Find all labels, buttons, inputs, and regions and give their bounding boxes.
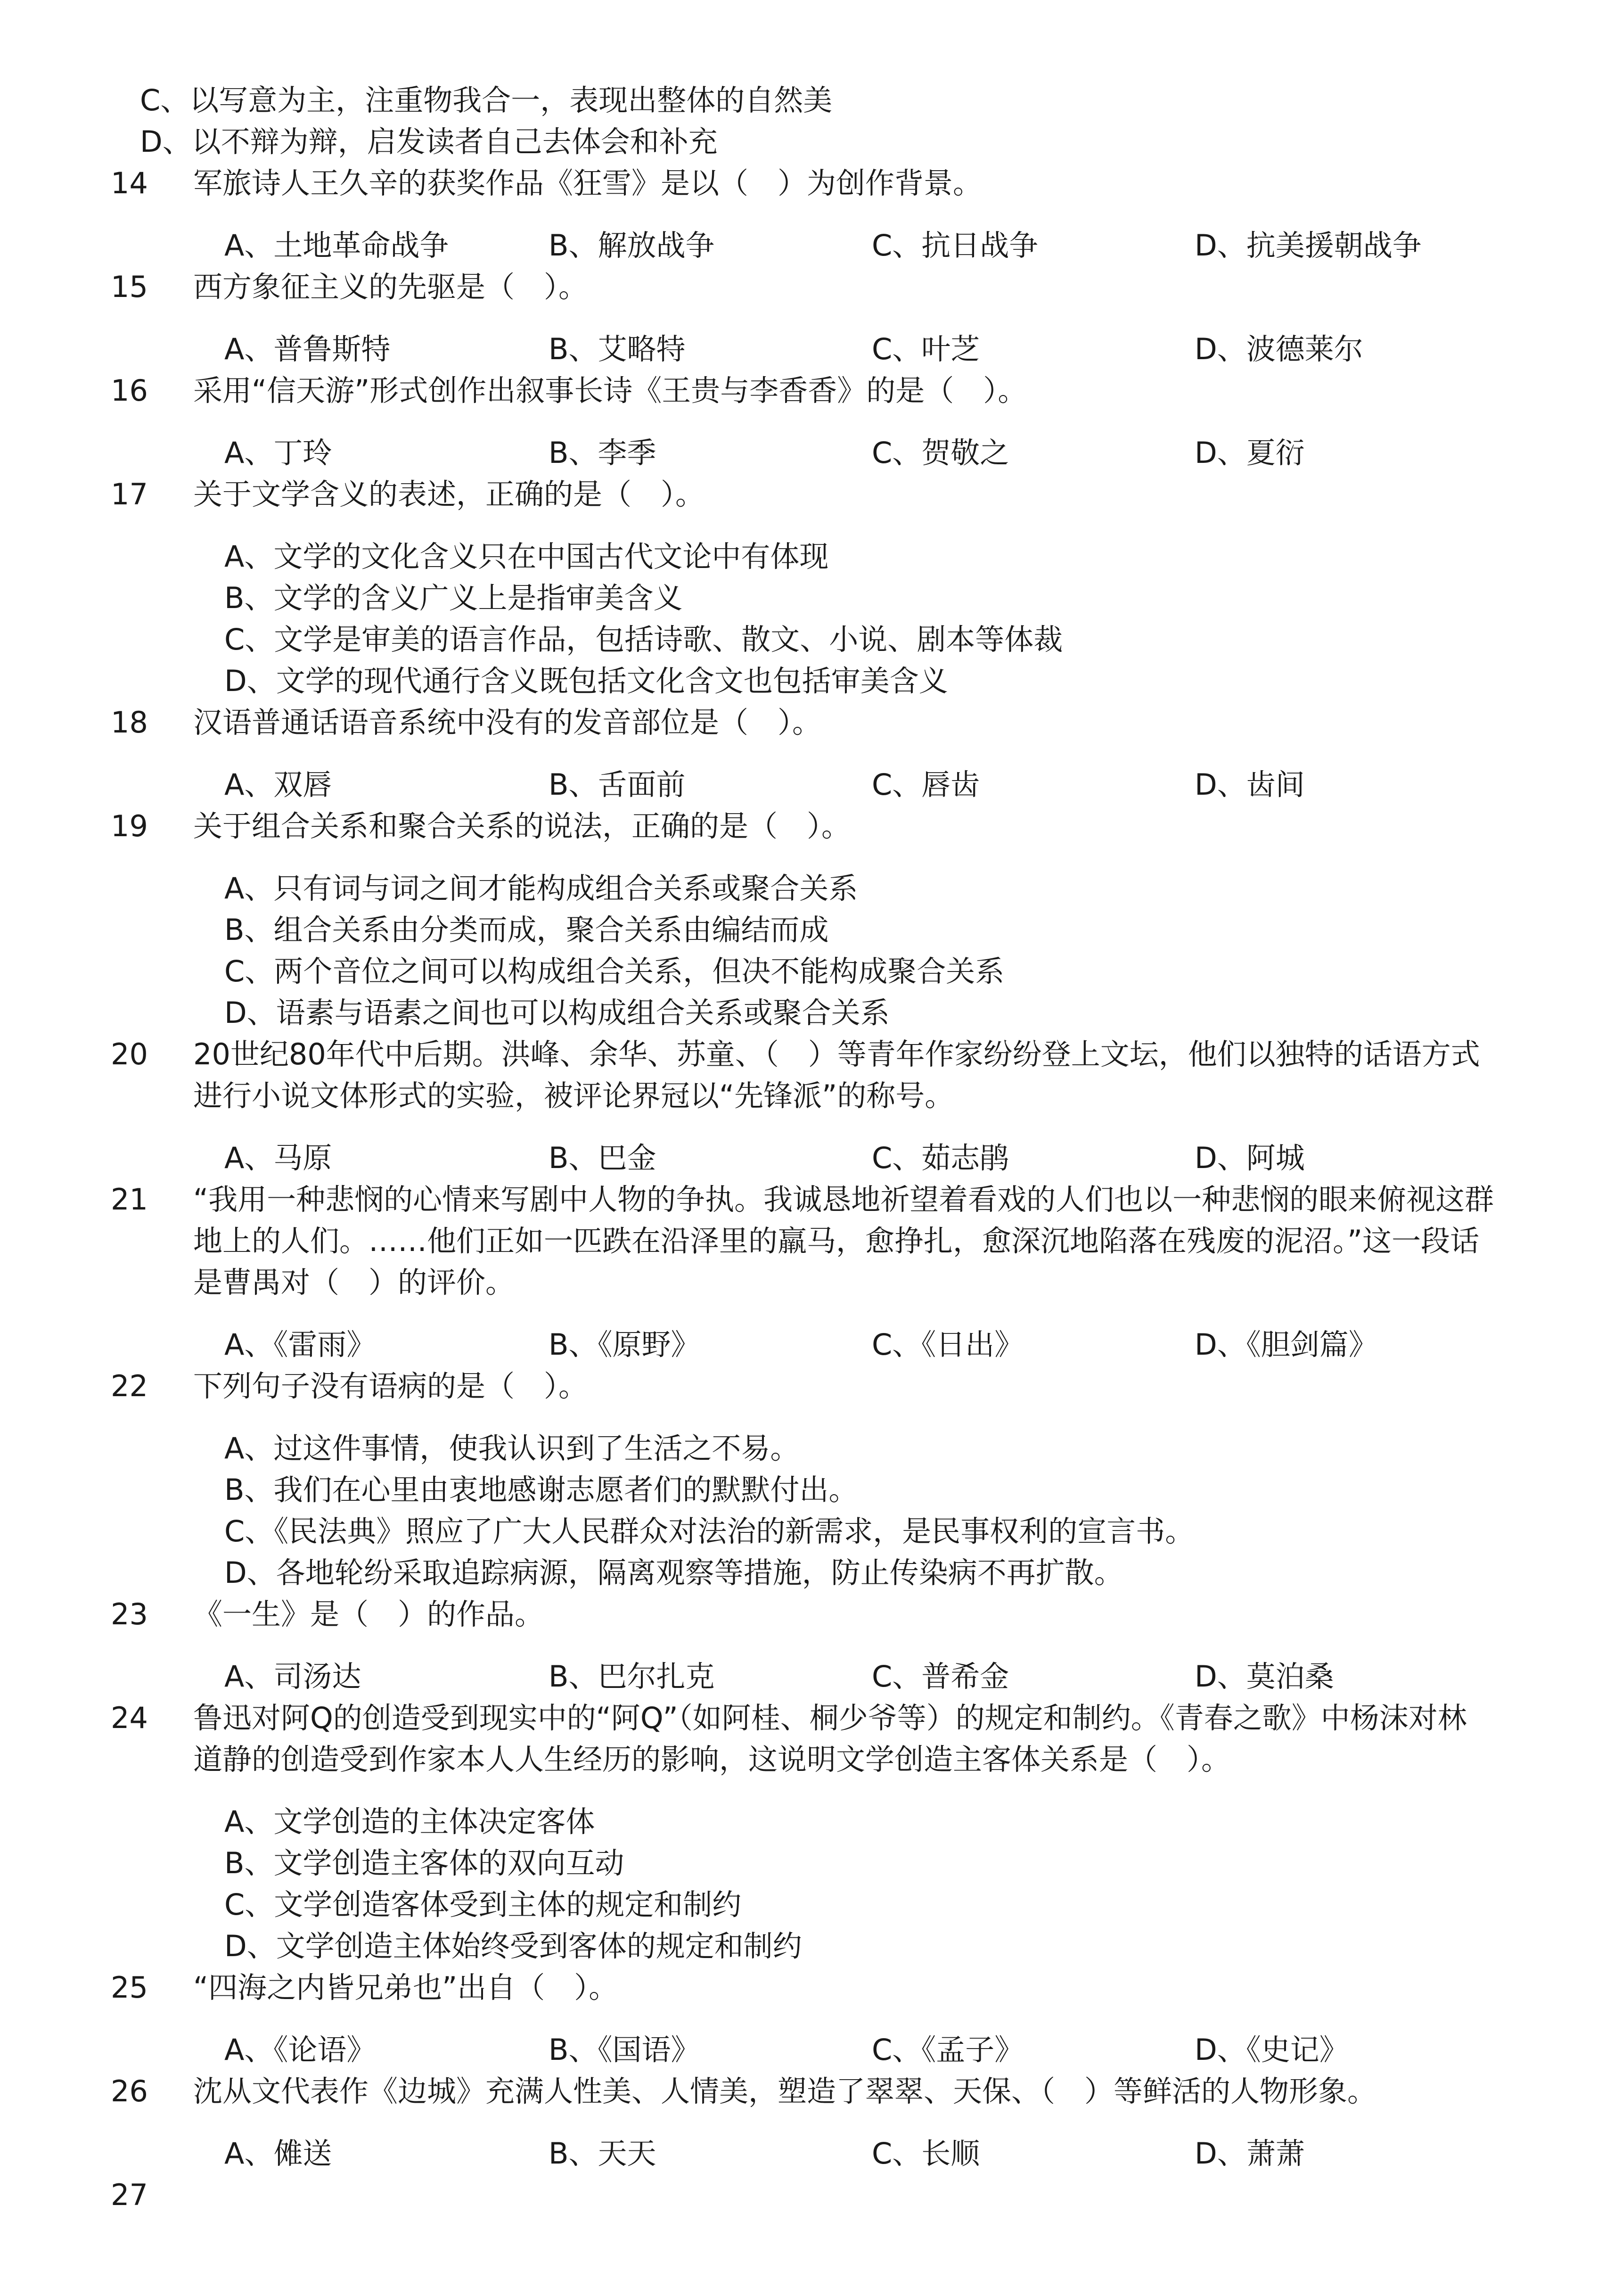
question-block: [0, 806, 1622, 1034]
answer-option: C、《民法典》照应了广大人民群众对法治的新需求，是民事权利的宣言书。: [224, 1514, 1195, 1548]
answer-option: B、我们在心里由衷地感谢志愿者们的默默付出。: [224, 1473, 858, 1507]
question-stem-line: [0, 1739, 1622, 1780]
options-list: [0, 536, 1622, 702]
question-stem-line: [0, 266, 1622, 308]
options-row: [0, 432, 1622, 474]
answer-option: C、《孟子》: [872, 2033, 1024, 2067]
answer-option: D、文学创造主体始终受到客体的规定和制约: [224, 1929, 802, 1963]
answer-option: B、组合关系由分类而成，聚合关系由编结而成: [224, 913, 829, 947]
answer-option: A、丁玲: [224, 436, 332, 470]
answer-option: A、《论语》: [224, 2033, 376, 2067]
question-number: 14: [111, 166, 148, 200]
answer-option: C、茹志鹃: [872, 1141, 1009, 1175]
question-text: 关于组合关系和聚合关系的说法，正确的是（ ）。: [193, 809, 851, 843]
question-stem-line: [0, 2071, 1622, 2112]
exam-page: [0, 80, 1622, 2216]
question-number: 27: [111, 2178, 148, 2212]
question-stem-line: [0, 1967, 1622, 2008]
option-line: C、以写意为主，注重物我合一，表现出整体的自然美: [140, 83, 833, 117]
options-row: [0, 1137, 1622, 1179]
answer-option: D、齿间: [1195, 767, 1305, 802]
question-number: 16: [111, 373, 148, 408]
question-text: 地上的人们。……他们正如一匹跌在沿泽里的羸马，愈挣扎，愈深沉地陷落在残废的泥沼。”这一段话: [193, 1224, 1480, 1258]
question-text: 西方象征主义的先驱是（ ）。: [193, 270, 588, 304]
answer-option: B、《国语》: [549, 2033, 700, 2067]
options-line: [0, 1324, 1622, 1366]
question-number: 23: [111, 1597, 148, 1631]
options-line: [0, 764, 1622, 806]
answer-option: D、波德莱尔: [1195, 332, 1363, 366]
question-block: [0, 1366, 1622, 1594]
question-stem-line: [0, 1262, 1622, 1303]
question-text: 沈从文代表作《边城》充满人性美、人情美，塑造了翠翠、天保、（ ）等鲜活的人物形象。: [193, 2074, 1377, 2108]
question-text: 关于文学含义的表述，正确的是（ ）。: [193, 477, 705, 511]
answer-option: A、过这件事情，使我认识到了生活之不易。: [224, 1431, 800, 1465]
question-block: [0, 1697, 1622, 1967]
question-text: “四海之内皆兄弟也”出自（ ）。: [193, 1970, 618, 2005]
question-stem-line: [0, 1594, 1622, 1635]
options-row: [0, 225, 1622, 266]
question-block: [0, 266, 1622, 370]
question-text: 下列句子没有语病的是（ ）。: [193, 1369, 588, 1403]
answer-option: C、文学创造客体受到主体的规定和制约: [224, 1887, 742, 1922]
answer-option: C、长顺: [872, 2136, 980, 2171]
question-block: [0, 370, 1622, 474]
options-line: [0, 1656, 1622, 1697]
question-number: 17: [111, 477, 148, 511]
question-text: 是曹禺对（ ）的评价。: [193, 1265, 515, 1300]
question-stem-line: [0, 370, 1622, 411]
question-text: 进行小说文体形式的实验，被评论界冠以“先锋派”的称号。: [193, 1078, 954, 1113]
question-block: [0, 1179, 1622, 1366]
options-line: [0, 225, 1622, 266]
answer-option: B、舌面前: [549, 767, 686, 802]
question-number: 25: [111, 1970, 148, 2005]
answer-option: A、马原: [224, 1141, 332, 1175]
option-line: D、以不辩为辩，启发读者自己去体会和补充: [140, 124, 718, 159]
question-stem-line: [0, 702, 1622, 743]
answer-option: A、只有词与词之间才能构成组合关系或聚合关系: [224, 871, 858, 905]
question-number: 20: [111, 1037, 148, 1071]
answer-option: B、文学的含义广义上是指审美含义: [224, 581, 683, 615]
question-text: 《一生》是（ ）的作品。: [193, 1597, 544, 1631]
answer-option: B、巴金: [549, 1141, 656, 1175]
question-block: [0, 702, 1622, 806]
answer-option: D、夏衍: [1195, 436, 1305, 470]
answer-option: B、李季: [549, 436, 656, 470]
question-number: 19: [111, 809, 148, 843]
options-line: [0, 2029, 1622, 2071]
question-stem-line: [0, 2174, 1622, 2216]
options-row: [0, 764, 1622, 806]
answer-option: D、萧萧: [1195, 2136, 1305, 2171]
answer-option: C、文学是审美的语言作品，包括诗歌、散文、小说、剧本等体裁: [224, 622, 1063, 657]
question-block: [0, 163, 1622, 266]
question-number: 15: [111, 270, 148, 304]
question-stem-line: [0, 474, 1622, 515]
answer-option: B、文学创造主客体的双向互动: [224, 1846, 624, 1880]
answer-option: D、文学的现代通行含义既包括文化含文也包括审美含义: [224, 664, 948, 698]
answer-option: C、抗日战争: [872, 228, 1039, 263]
answer-option: C、《日出》: [872, 1327, 1024, 1362]
question-block: [0, 2174, 1622, 2216]
question-stem-line: [0, 1179, 1622, 1220]
answer-option: D、莫泊桑: [1195, 1659, 1334, 1694]
question-text: 道静的创造受到作家本人人生经历的影响，这说明文学创造主客体关系是（ ）。: [193, 1742, 1231, 1777]
options-list: [0, 868, 1622, 1034]
question-stem-line: [0, 163, 1622, 204]
answer-option: B、巴尔扎克: [549, 1659, 715, 1694]
question-number: 22: [111, 1369, 148, 1403]
answer-option: D、《史记》: [1195, 2033, 1349, 2067]
question-text: 采用“信天游”形式创作出叙事长诗《王贵与李香香》的是（ ）。: [193, 373, 1027, 408]
answer-option: A、土地革命战争: [224, 228, 449, 263]
answer-option: A、《雷雨》: [224, 1327, 376, 1362]
answer-option: D、语素与语素之间也可以构成组合关系或聚合关系: [224, 996, 890, 1030]
question-stem-line: [0, 1075, 1622, 1117]
question-stem-line: [0, 1366, 1622, 1407]
question-block: [0, 1594, 1622, 1697]
options-row: [0, 1324, 1622, 1366]
question-text: “我用一种悲悯的心情来写剧中人物的争执。我诚恳地祈望着看戏的人们也以一种悲悯的眼来俯视这群: [193, 1182, 1494, 1217]
answer-option: B、天天: [549, 2136, 656, 2171]
question-text: 汉语普通话语音系统中没有的发音部位是（ ）。: [193, 705, 822, 740]
question-number: 24: [111, 1701, 148, 1735]
answer-option: D、阿城: [1195, 1141, 1305, 1175]
question-number: 21: [111, 1182, 148, 1217]
answer-option: D、抗美援朝战争: [1195, 228, 1422, 263]
answer-option: C、唇齿: [872, 767, 980, 802]
answer-option: C、贺敬之: [872, 436, 1009, 470]
options-list: [0, 1801, 1622, 1967]
question-block: [0, 1967, 1622, 2071]
answer-option: D、各地轮纷采取追踪病源，隔离观察等措施，防止传染病不再扩散。: [224, 1555, 1123, 1590]
question-stem-line: [0, 806, 1622, 847]
answer-option: C、普希金: [872, 1659, 1009, 1694]
answer-option: C、两个音位之间可以构成组合关系，但决不能构成聚合关系: [224, 954, 1005, 988]
answer-option: B、《原野》: [549, 1327, 700, 1362]
question-block: [0, 474, 1622, 702]
answer-option: B、解放战争: [549, 228, 715, 263]
question-text: 鲁迅对阿Q的创造受到现实中的“阿Q”（如阿桂、桐少爷等）的规定和制约。《青春之歌》中杨沫对林: [193, 1701, 1467, 1735]
options-list: [0, 1428, 1622, 1594]
options-line: [0, 1137, 1622, 1179]
question-number: 18: [111, 705, 148, 740]
answer-option: A、傩送: [224, 2136, 332, 2171]
question-text: 20世纪80年代中后期。洪峰、余华、苏童、（ ）等青年作家纷纷登上文坛，他们以独特的话语方式: [193, 1037, 1480, 1071]
options-row: [0, 1656, 1622, 1697]
answer-option: D、《胆剑篇》: [1195, 1327, 1378, 1362]
answer-option: A、文学创造的主体决定客体: [224, 1804, 595, 1839]
options-row: [0, 2133, 1622, 2174]
options-line: [0, 329, 1622, 370]
options-row: [0, 329, 1622, 370]
question-stem-line: [0, 1034, 1622, 1075]
answer-option: B、艾略特: [549, 332, 686, 366]
question-stem-line: [0, 1697, 1622, 1739]
question-block: [0, 2071, 1622, 2174]
question-stem-line: [0, 1220, 1622, 1262]
answer-option: A、文学的文化含义只在中国古代文论中有体现: [224, 539, 829, 574]
answer-option: A、普鲁斯特: [224, 332, 391, 366]
question-text: 军旅诗人王久辛的获奖作品《狂雪》是以（ ）为创作背景。: [193, 166, 983, 200]
answer-option: C、叶芝: [872, 332, 980, 366]
options-line: [0, 432, 1622, 474]
answer-option: A、司汤达: [224, 1659, 361, 1694]
question-number: 26: [111, 2074, 148, 2108]
answer-option: A、双唇: [224, 767, 332, 802]
question-block: [0, 1034, 1622, 1179]
options-row: [0, 2029, 1622, 2071]
options-line: [0, 2133, 1622, 2174]
